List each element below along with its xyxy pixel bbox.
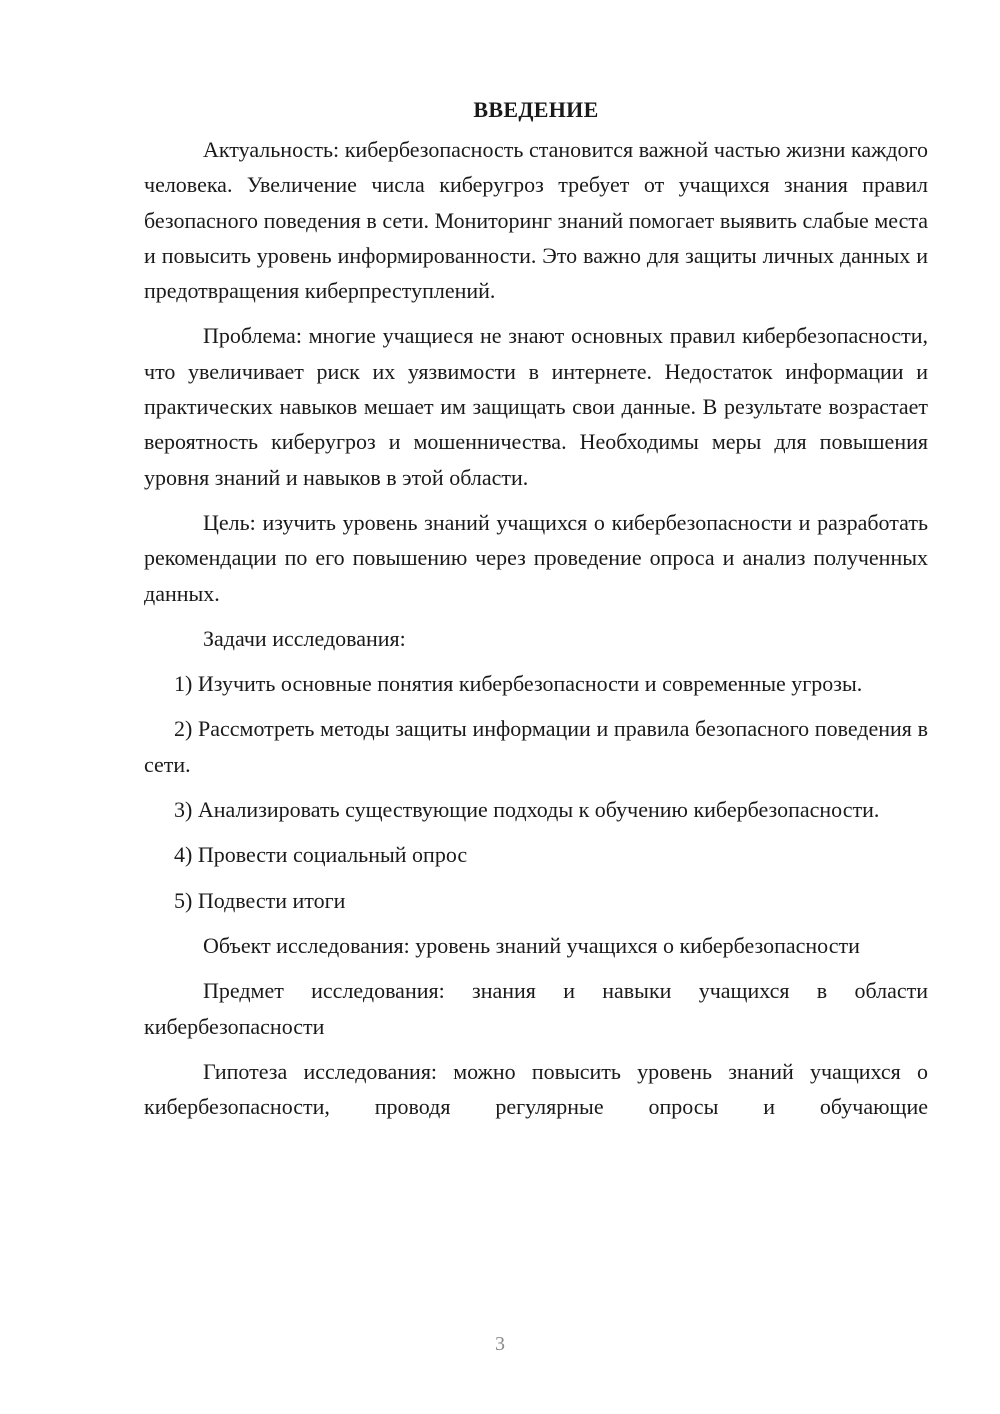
task-item-5: 5) Подвести итоги	[174, 887, 346, 913]
task-item-3: 3) Анализировать существующие подходы к обучению кибербезопасности.	[174, 797, 880, 823]
object-paragraph: Объект исследования: уровень знаний учащихся о кибербезопасности	[203, 932, 860, 958]
task-item-2: 2) Рассмотреть методы защиты информации и правила безопасного поведения в сети.	[144, 716, 928, 777]
task-item-1: 1) Изучить основные понятия кибербезопасности и современные угрозы.	[174, 671, 863, 697]
task-item-4: 4) Провести социальный опрос	[174, 842, 468, 868]
problem-paragraph: Проблема: многие учащиеся не знают основных правил кибербезопасности, что увеличивает риск их уязвимости в интернете. Недостаток информации и практических навыков мешает им защищать свои данные. В результате возрастает вероятность киберугроз и мошенничества. Необходимы меры для повышения уровня знаний и навыков в этой области.	[144, 323, 928, 490]
tasks-title: Задачи исследования:	[203, 625, 406, 651]
document-page	[144, 92, 928, 1134]
section-heading: ВВЕДЕНИЕ	[473, 97, 599, 122]
goal-paragraph: Цель: изучить уровень знаний учащихся о кибербезопасности и разработать рекомендации по его повышению через проведение опроса и анализ полученных данных.	[144, 509, 928, 606]
page-number: 3	[495, 1333, 505, 1355]
relevance-paragraph: Актуальность: кибербезопасность становится важной частью жизни каждого человека. Увеличение числа киберугроз требует от учащихся знания правил безопасного поведения в сети. Мониторинг знаний помогает выявить слабые места и повысить уровень информированности. Это важно для защиты личных данных и предотвращения киберпреступлений.	[144, 137, 928, 304]
hypothesis-paragraph: Гипотеза исследования: можно повысить уровень знаний учащихся о кибербезопасности, проводя регулярные опросы и обучающие	[144, 1058, 928, 1120]
subject-paragraph: Предмет исследования: знания и навыки учащихся в области кибербезопасности	[144, 978, 928, 1039]
